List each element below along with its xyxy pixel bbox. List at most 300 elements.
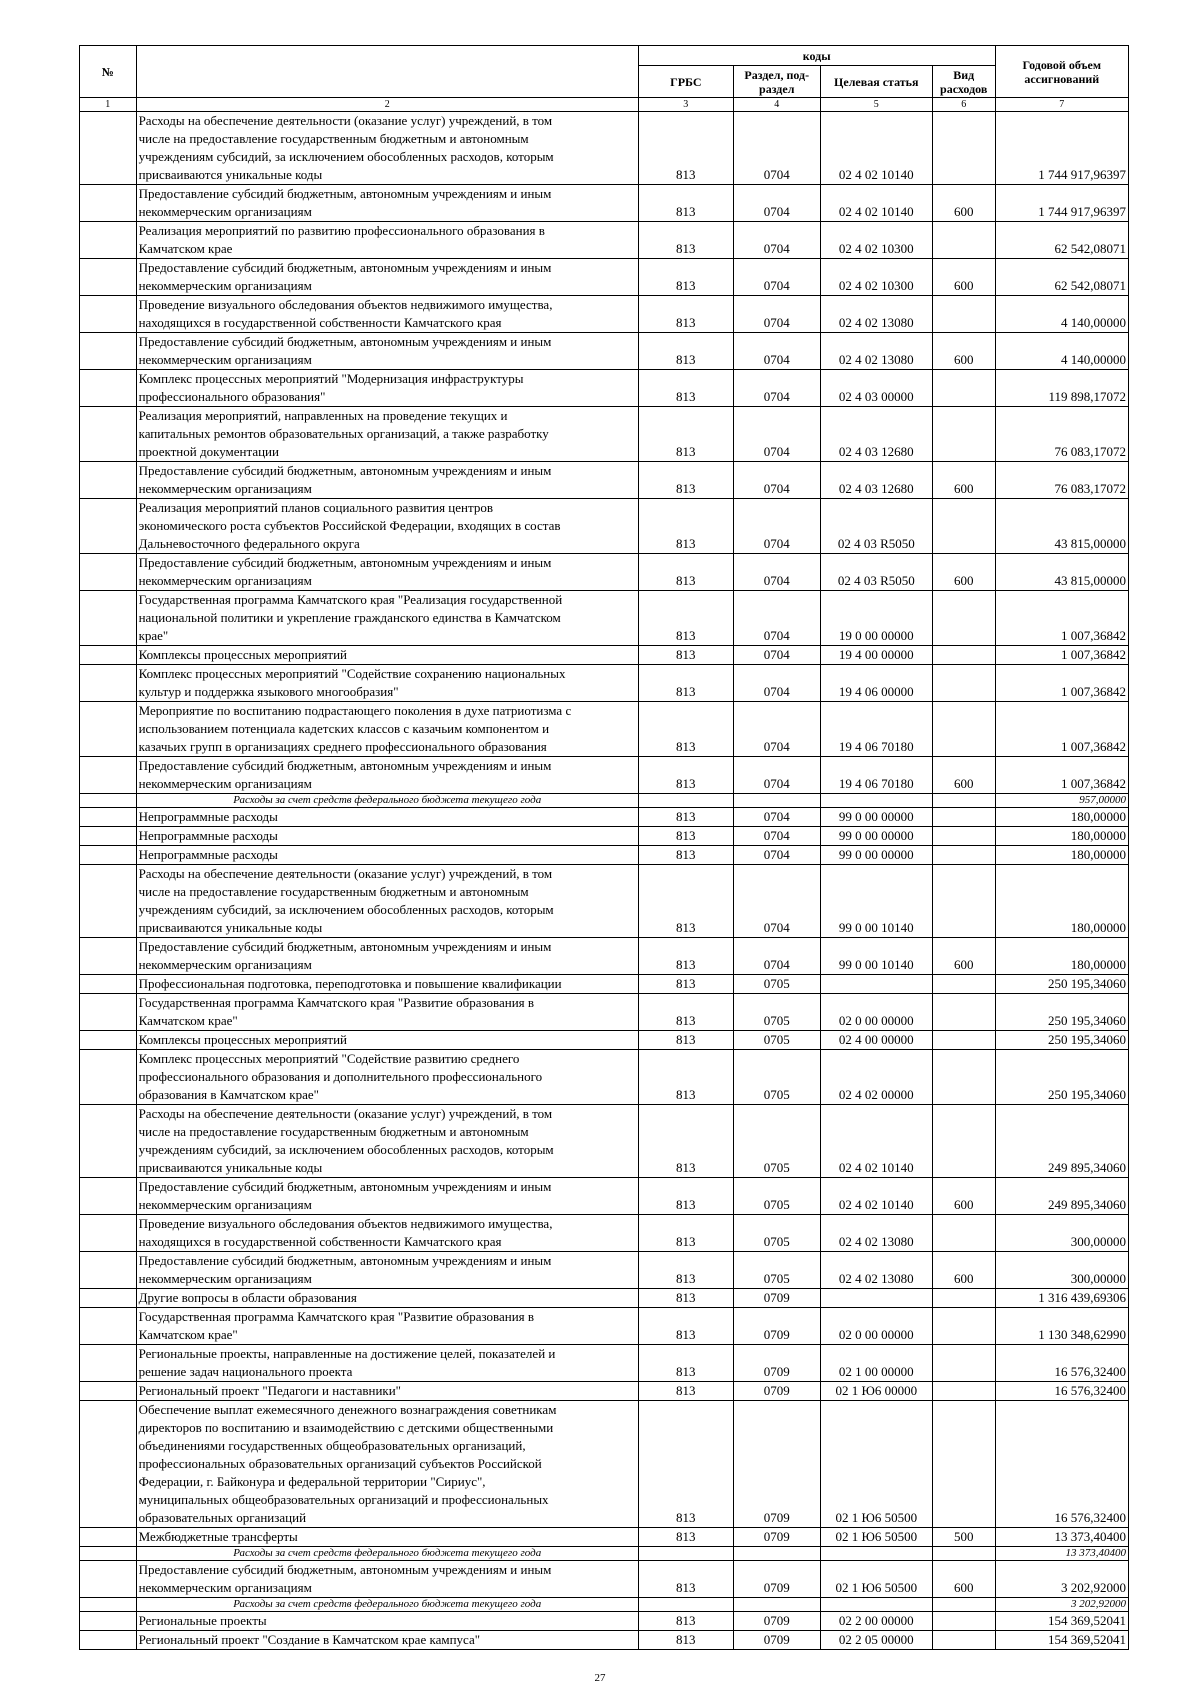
note-row — [80, 1547, 1129, 1561]
cell-description: Мероприятие по воспитанию подрастающего поколения в духе патриотизма с использованием потенциала кадетских классов с казачьим компонентом и казачьих групп в организациях среднего профессионального образования — [136, 702, 638, 757]
header-target: Целевая статья — [820, 66, 932, 98]
cell-section: 0709 — [733, 1612, 820, 1631]
cell-kind: 500 — [932, 1528, 995, 1547]
cell-kind: 600 — [932, 938, 995, 975]
cell-description: Профессиональная подготовка, переподготовка и повышение квалификации — [136, 975, 638, 994]
cell-kind: 600 — [932, 185, 995, 222]
cell-section: 0705 — [733, 975, 820, 994]
cell-number — [80, 665, 137, 702]
cell-target: 19 4 06 70180 — [820, 757, 932, 794]
cell-description: Предоставление субсидий бюджетным, автономным учреждениям и иным некоммерческим организациям — [136, 1252, 638, 1289]
column-number: 6 — [932, 98, 995, 112]
header-codes: коды — [638, 46, 995, 66]
cell-amount: 180,00000 — [995, 808, 1128, 827]
cell-kind — [932, 865, 995, 938]
cell-description: Непрограммные расходы — [136, 808, 638, 827]
cell-section: 0704 — [733, 554, 820, 591]
table-row — [80, 646, 1129, 665]
cell-grbs: 813 — [638, 1612, 733, 1631]
column-number: 7 — [995, 98, 1128, 112]
table-row — [80, 702, 1129, 757]
cell-grbs: 813 — [638, 702, 733, 757]
cell-amount: 1 007,36842 — [995, 702, 1128, 757]
table-row — [80, 185, 1129, 222]
cell-description: Расходы на обеспечение деятельности (оказание услуг) учреждений, в том числе на предоставление государственным бюджетным и автономным учреждениям субсидий, за исключением обособленных расходов, которым присваиваются уникальные коды — [136, 1105, 638, 1178]
table-row — [80, 591, 1129, 646]
cell-grbs: 813 — [638, 1050, 733, 1105]
cell-amount: 180,00000 — [995, 938, 1128, 975]
cell-description: Региональный проект "Педагоги и наставники" — [136, 1382, 638, 1401]
cell-amount: 1 130 348,62990 — [995, 1308, 1128, 1345]
cell-number — [80, 865, 137, 938]
cell-number — [80, 702, 137, 757]
cell-number — [80, 1308, 137, 1345]
cell-kind — [932, 794, 995, 808]
cell-target: 02 4 02 13080 — [820, 1252, 932, 1289]
cell-description: Государственная программа Камчатского края "Развитие образования в Камчатском крае" — [136, 994, 638, 1031]
table-row — [80, 1289, 1129, 1308]
cell-grbs: 813 — [638, 499, 733, 554]
table-row — [80, 665, 1129, 702]
cell-number — [80, 370, 137, 407]
cell-amount: 4 140,00000 — [995, 296, 1128, 333]
cell-description: Непрограммные расходы — [136, 827, 638, 846]
table-row — [80, 1308, 1129, 1345]
cell-section: 0704 — [733, 646, 820, 665]
cell-section: 0704 — [733, 808, 820, 827]
cell-amount: 180,00000 — [995, 865, 1128, 938]
cell-target: 02 1 Ю6 50500 — [820, 1561, 932, 1598]
cell-number — [80, 1598, 137, 1612]
cell-amount: 43 815,00000 — [995, 499, 1128, 554]
cell-number — [80, 554, 137, 591]
cell-description: Реализация мероприятий по развитию профессионального образования в Камчатском крае — [136, 222, 638, 259]
cell-kind — [932, 1401, 995, 1528]
cell-target — [820, 975, 932, 994]
cell-number — [80, 1215, 137, 1252]
cell-kind — [932, 1345, 995, 1382]
cell-description: Реализация мероприятий, направленных на проведение текущих и капитальных ремонтов образовательных организаций, а также разработку проектной документации — [136, 407, 638, 462]
cell-kind — [932, 591, 995, 646]
cell-kind: 600 — [932, 259, 995, 296]
cell-description: Комплекс процессных мероприятий "Содействие сохранению национальных культур и поддержка языкового многообразия" — [136, 665, 638, 702]
cell-number — [80, 407, 137, 462]
cell-grbs: 813 — [638, 1382, 733, 1401]
cell-grbs: 813 — [638, 994, 733, 1031]
cell-section: 0704 — [733, 462, 820, 499]
cell-kind: 600 — [932, 554, 995, 591]
table-row — [80, 1401, 1129, 1528]
cell-grbs: 813 — [638, 757, 733, 794]
cell-grbs: 813 — [638, 646, 733, 665]
cell-description: Расходы за счет средств федерального бюджета текущего года — [136, 1547, 638, 1561]
table-row — [80, 296, 1129, 333]
table-row — [80, 1050, 1129, 1105]
cell-kind — [932, 1031, 995, 1050]
cell-number — [80, 938, 137, 975]
cell-grbs: 813 — [638, 112, 733, 185]
cell-description: Предоставление субсидий бюджетным, автономным учреждениям и иным некоммерческим организациям — [136, 333, 638, 370]
cell-target: 99 0 00 00000 — [820, 827, 932, 846]
cell-section: 0705 — [733, 1178, 820, 1215]
table-row — [80, 1561, 1129, 1598]
cell-kind — [932, 808, 995, 827]
cell-amount: 250 195,34060 — [995, 994, 1128, 1031]
cell-grbs: 813 — [638, 1178, 733, 1215]
cell-amount: 1 007,36842 — [995, 646, 1128, 665]
cell-amount: 76 083,17072 — [995, 462, 1128, 499]
cell-target: 02 1 00 00000 — [820, 1345, 932, 1382]
cell-section: 0704 — [733, 846, 820, 865]
header-kind: Вид расходов — [932, 66, 995, 98]
cell-amount: 3 202,92000 — [995, 1598, 1128, 1612]
cell-number — [80, 1528, 137, 1547]
cell-section: 0704 — [733, 222, 820, 259]
page-number: 27 — [594, 1672, 606, 1684]
table-row — [80, 333, 1129, 370]
cell-section: 0704 — [733, 333, 820, 370]
cell-grbs: 813 — [638, 259, 733, 296]
cell-kind: 600 — [932, 1252, 995, 1289]
header-amount: Годовой объем ассигнований — [995, 46, 1128, 98]
cell-grbs: 813 — [638, 296, 733, 333]
cell-section: 0705 — [733, 994, 820, 1031]
header-section: Раздел, под-раздел — [733, 66, 820, 98]
cell-target: 99 0 00 00000 — [820, 846, 932, 865]
cell-description: Комплексы процессных мероприятий — [136, 1031, 638, 1050]
cell-amount: 250 195,34060 — [995, 975, 1128, 994]
cell-target: 19 4 00 00000 — [820, 646, 932, 665]
cell-kind — [932, 407, 995, 462]
cell-target: 02 0 00 00000 — [820, 994, 932, 1031]
table-row — [80, 1252, 1129, 1289]
cell-number — [80, 1252, 137, 1289]
cell-number — [80, 794, 137, 808]
cell-number — [80, 499, 137, 554]
cell-amount: 76 083,17072 — [995, 407, 1128, 462]
cell-grbs: 813 — [638, 1561, 733, 1598]
cell-amount: 180,00000 — [995, 827, 1128, 846]
cell-section: 0704 — [733, 938, 820, 975]
table-body — [80, 112, 1129, 1650]
cell-section: 0705 — [733, 1252, 820, 1289]
cell-section: 0704 — [733, 702, 820, 757]
cell-kind — [932, 827, 995, 846]
table-row — [80, 1031, 1129, 1050]
cell-number — [80, 222, 137, 259]
cell-grbs: 813 — [638, 407, 733, 462]
cell-description: Предоставление субсидий бюджетным, автономным учреждениям и иным некоммерческим организациям — [136, 554, 638, 591]
cell-target: 02 4 02 13080 — [820, 1215, 932, 1252]
budget-document — [79, 45, 1129, 1650]
cell-section — [733, 1598, 820, 1612]
cell-description: Предоставление субсидий бюджетным, автономным учреждениям и иным некоммерческим организациям — [136, 757, 638, 794]
cell-grbs: 813 — [638, 462, 733, 499]
cell-grbs — [638, 1547, 733, 1561]
cell-target: 02 4 02 13080 — [820, 333, 932, 370]
table-row — [80, 865, 1129, 938]
table-row — [80, 259, 1129, 296]
cell-amount: 13 373,40400 — [995, 1547, 1128, 1561]
cell-amount: 300,00000 — [995, 1252, 1128, 1289]
cell-number — [80, 591, 137, 646]
cell-target: 02 1 Ю6 50500 — [820, 1528, 932, 1547]
cell-section: 0709 — [733, 1401, 820, 1528]
cell-kind — [932, 1289, 995, 1308]
cell-description: Непрограммные расходы — [136, 846, 638, 865]
table-row — [80, 1178, 1129, 1215]
cell-kind — [932, 112, 995, 185]
cell-section: 0705 — [733, 1031, 820, 1050]
cell-description: Региональный проект "Создание в Камчатском крае кампуса" — [136, 1631, 638, 1650]
cell-grbs: 813 — [638, 938, 733, 975]
cell-number — [80, 757, 137, 794]
cell-description: Проведение визуального обследования объектов недвижимого имущества, находящихся в государственной собственности Камчатского края — [136, 296, 638, 333]
note-row — [80, 794, 1129, 808]
cell-grbs: 813 — [638, 1105, 733, 1178]
cell-target: 02 2 00 00000 — [820, 1612, 932, 1631]
cell-number — [80, 1345, 137, 1382]
cell-kind — [932, 1612, 995, 1631]
cell-number — [80, 462, 137, 499]
cell-description: Комплекс процессных мероприятий "Модернизация инфраструктуры профессионального образования" — [136, 370, 638, 407]
cell-grbs — [638, 794, 733, 808]
cell-description: Комплексы процессных мероприятий — [136, 646, 638, 665]
cell-description: Расходы на обеспечение деятельности (оказание услуг) учреждений, в том числе на предоставление государственным бюджетным и автономным учреждениям субсидий, за исключением обособленных расходов, которым присваиваются уникальные коды — [136, 112, 638, 185]
cell-description: Расходы за счет средств федерального бюджета текущего года — [136, 1598, 638, 1612]
table-row — [80, 1215, 1129, 1252]
cell-number — [80, 1105, 137, 1178]
cell-amount: 1 316 439,69306 — [995, 1289, 1128, 1308]
cell-amount: 13 373,40400 — [995, 1528, 1128, 1547]
cell-section: 0705 — [733, 1105, 820, 1178]
cell-amount: 1 007,36842 — [995, 665, 1128, 702]
cell-target: 02 4 02 10140 — [820, 112, 932, 185]
cell-number — [80, 827, 137, 846]
cell-kind: 600 — [932, 1561, 995, 1598]
cell-target — [820, 1598, 932, 1612]
cell-kind — [932, 846, 995, 865]
cell-target: 02 1 Ю6 50500 — [820, 1401, 932, 1528]
cell-grbs: 813 — [638, 1031, 733, 1050]
cell-section: 0709 — [733, 1289, 820, 1308]
cell-amount: 250 195,34060 — [995, 1031, 1128, 1050]
cell-target: 02 4 02 00000 — [820, 1050, 932, 1105]
cell-section: 0709 — [733, 1528, 820, 1547]
cell-amount: 4 140,00000 — [995, 333, 1128, 370]
cell-section — [733, 1547, 820, 1561]
cell-description: Предоставление субсидий бюджетным, автономным учреждениям и иным некоммерческим организациям — [136, 462, 638, 499]
cell-number — [80, 1401, 137, 1528]
cell-description: Другие вопросы в области образования — [136, 1289, 638, 1308]
cell-target: 02 0 00 00000 — [820, 1308, 932, 1345]
cell-kind — [932, 994, 995, 1031]
cell-grbs: 813 — [638, 554, 733, 591]
cell-target: 02 4 03 R5050 — [820, 554, 932, 591]
cell-amount: 180,00000 — [995, 846, 1128, 865]
cell-description: Расходы за счет средств федерального бюджета текущего года — [136, 794, 638, 808]
column-number: 2 — [136, 98, 638, 112]
cell-number — [80, 994, 137, 1031]
cell-grbs: 813 — [638, 185, 733, 222]
cell-kind — [932, 370, 995, 407]
cell-target — [820, 794, 932, 808]
cell-target: 02 4 02 10300 — [820, 259, 932, 296]
cell-kind — [932, 499, 995, 554]
cell-target: 02 4 03 R5050 — [820, 499, 932, 554]
cell-description: Государственная программа Камчатского края "Реализация государственной национальной политики и укрепление гражданского единства в Камчатском крае" — [136, 591, 638, 646]
cell-target: 02 4 02 10300 — [820, 222, 932, 259]
cell-kind — [932, 1598, 995, 1612]
cell-amount: 250 195,34060 — [995, 1050, 1128, 1105]
cell-number — [80, 112, 137, 185]
cell-target: 02 4 02 10140 — [820, 1105, 932, 1178]
cell-kind — [932, 702, 995, 757]
cell-kind — [932, 1215, 995, 1252]
cell-target: 99 0 00 10140 — [820, 865, 932, 938]
header-description — [136, 46, 638, 98]
cell-section: 0704 — [733, 757, 820, 794]
cell-amount: 154 369,52041 — [995, 1631, 1128, 1650]
cell-target — [820, 1289, 932, 1308]
header-number: № — [80, 46, 137, 98]
column-number: 4 — [733, 98, 820, 112]
cell-amount: 43 815,00000 — [995, 554, 1128, 591]
cell-target: 02 4 03 12680 — [820, 407, 932, 462]
cell-section: 0704 — [733, 370, 820, 407]
cell-kind — [932, 1105, 995, 1178]
cell-kind — [932, 296, 995, 333]
cell-amount: 249 895,34060 — [995, 1105, 1128, 1178]
cell-kind — [932, 1631, 995, 1650]
cell-target: 19 4 06 70180 — [820, 702, 932, 757]
cell-amount: 62 542,08071 — [995, 259, 1128, 296]
cell-grbs: 813 — [638, 975, 733, 994]
cell-section: 0709 — [733, 1631, 820, 1650]
cell-grbs: 813 — [638, 808, 733, 827]
cell-kind — [932, 1547, 995, 1561]
table-row — [80, 994, 1129, 1031]
cell-target: 02 4 02 13080 — [820, 296, 932, 333]
table-row — [80, 938, 1129, 975]
table-row — [80, 370, 1129, 407]
cell-description: Предоставление субсидий бюджетным, автономным учреждениям и иным некоммерческим организациям — [136, 938, 638, 975]
table-row — [80, 808, 1129, 827]
table-row — [80, 1612, 1129, 1631]
cell-number — [80, 646, 137, 665]
budget-table — [79, 45, 1129, 1650]
cell-kind: 600 — [932, 462, 995, 499]
cell-amount: 1 007,36842 — [995, 591, 1128, 646]
cell-grbs: 813 — [638, 1252, 733, 1289]
cell-section: 0704 — [733, 112, 820, 185]
cell-amount: 16 576,32400 — [995, 1345, 1128, 1382]
cell-kind — [932, 975, 995, 994]
cell-grbs: 813 — [638, 1345, 733, 1382]
cell-amount: 16 576,32400 — [995, 1382, 1128, 1401]
cell-amount: 300,00000 — [995, 1215, 1128, 1252]
note-row — [80, 1598, 1129, 1612]
table-row — [80, 827, 1129, 846]
cell-section: 0709 — [733, 1561, 820, 1598]
table-header — [80, 46, 1129, 112]
cell-number — [80, 808, 137, 827]
cell-number — [80, 1631, 137, 1650]
cell-description: Государственная программа Камчатского края "Развитие образования в Камчатском крае" — [136, 1308, 638, 1345]
cell-section: 0704 — [733, 865, 820, 938]
cell-grbs: 813 — [638, 1215, 733, 1252]
cell-section: 0704 — [733, 499, 820, 554]
cell-description: Обеспечение выплат ежемесячного денежного вознаграждения советникам директоров по воспитанию и взаимодействию с детскими общественными объединениями государственных общеобразовательных организаций, профессиональных образовательных организаций субъектов Российской Федерации, г. Байконура и федеральной территории "Сириус", муниципальных общеобразовательных организаций и профессиональных образовательных организаций — [136, 1401, 638, 1528]
cell-kind — [932, 1382, 995, 1401]
cell-number — [80, 1561, 137, 1598]
table-row — [80, 112, 1129, 185]
table-row — [80, 462, 1129, 499]
cell-description: Расходы на обеспечение деятельности (оказание услуг) учреждений, в том числе на предоставление государственным бюджетным и автономным учреждениям субсидий, за исключением обособленных расходов, которым присваиваются уникальные коды — [136, 865, 638, 938]
cell-grbs: 813 — [638, 846, 733, 865]
table-row — [80, 554, 1129, 591]
cell-number — [80, 1031, 137, 1050]
cell-amount: 249 895,34060 — [995, 1178, 1128, 1215]
cell-target — [820, 1547, 932, 1561]
cell-section: 0704 — [733, 407, 820, 462]
cell-amount: 1 007,36842 — [995, 757, 1128, 794]
cell-section: 0704 — [733, 827, 820, 846]
cell-grbs: 813 — [638, 222, 733, 259]
cell-number — [80, 1547, 137, 1561]
table-row — [80, 1528, 1129, 1547]
cell-number — [80, 185, 137, 222]
cell-number — [80, 259, 137, 296]
cell-kind — [932, 1050, 995, 1105]
table-row — [80, 846, 1129, 865]
cell-grbs: 813 — [638, 1308, 733, 1345]
cell-description: Реализация мероприятий планов социального развития центров экономического роста субъектов Российской Федерации, входящих в состав Дальневосточного федерального округа — [136, 499, 638, 554]
cell-number — [80, 1050, 137, 1105]
table-row — [80, 499, 1129, 554]
cell-target: 02 1 Ю6 00000 — [820, 1382, 932, 1401]
cell-section: 0704 — [733, 185, 820, 222]
cell-number — [80, 975, 137, 994]
cell-section: 0705 — [733, 1050, 820, 1105]
table-row — [80, 1382, 1129, 1401]
table-row — [80, 757, 1129, 794]
cell-section: 0704 — [733, 259, 820, 296]
cell-grbs: 813 — [638, 1401, 733, 1528]
table-row — [80, 975, 1129, 994]
cell-description: Предоставление субсидий бюджетным, автономным учреждениям и иным некоммерческим организациям — [136, 1561, 638, 1598]
cell-grbs: 813 — [638, 865, 733, 938]
cell-section: 0704 — [733, 591, 820, 646]
cell-target: 02 4 00 00000 — [820, 1031, 932, 1050]
cell-amount: 16 576,32400 — [995, 1401, 1128, 1528]
cell-section — [733, 794, 820, 808]
cell-kind: 600 — [932, 1178, 995, 1215]
cell-target: 02 4 03 12680 — [820, 462, 932, 499]
cell-amount: 957,00000 — [995, 794, 1128, 808]
cell-section: 0704 — [733, 296, 820, 333]
cell-grbs: 813 — [638, 1289, 733, 1308]
cell-grbs: 813 — [638, 827, 733, 846]
header-grbs: ГРБС — [638, 66, 733, 98]
cell-number — [80, 296, 137, 333]
cell-grbs: 813 — [638, 665, 733, 702]
cell-description: Проведение визуального обследования объектов недвижимого имущества, находящихся в государственной собственности Камчатского края — [136, 1215, 638, 1252]
cell-description: Предоставление субсидий бюджетным, автономным учреждениям и иным некоммерческим организациям — [136, 259, 638, 296]
cell-section: 0709 — [733, 1345, 820, 1382]
cell-amount: 3 202,92000 — [995, 1561, 1128, 1598]
cell-target: 99 0 00 00000 — [820, 808, 932, 827]
